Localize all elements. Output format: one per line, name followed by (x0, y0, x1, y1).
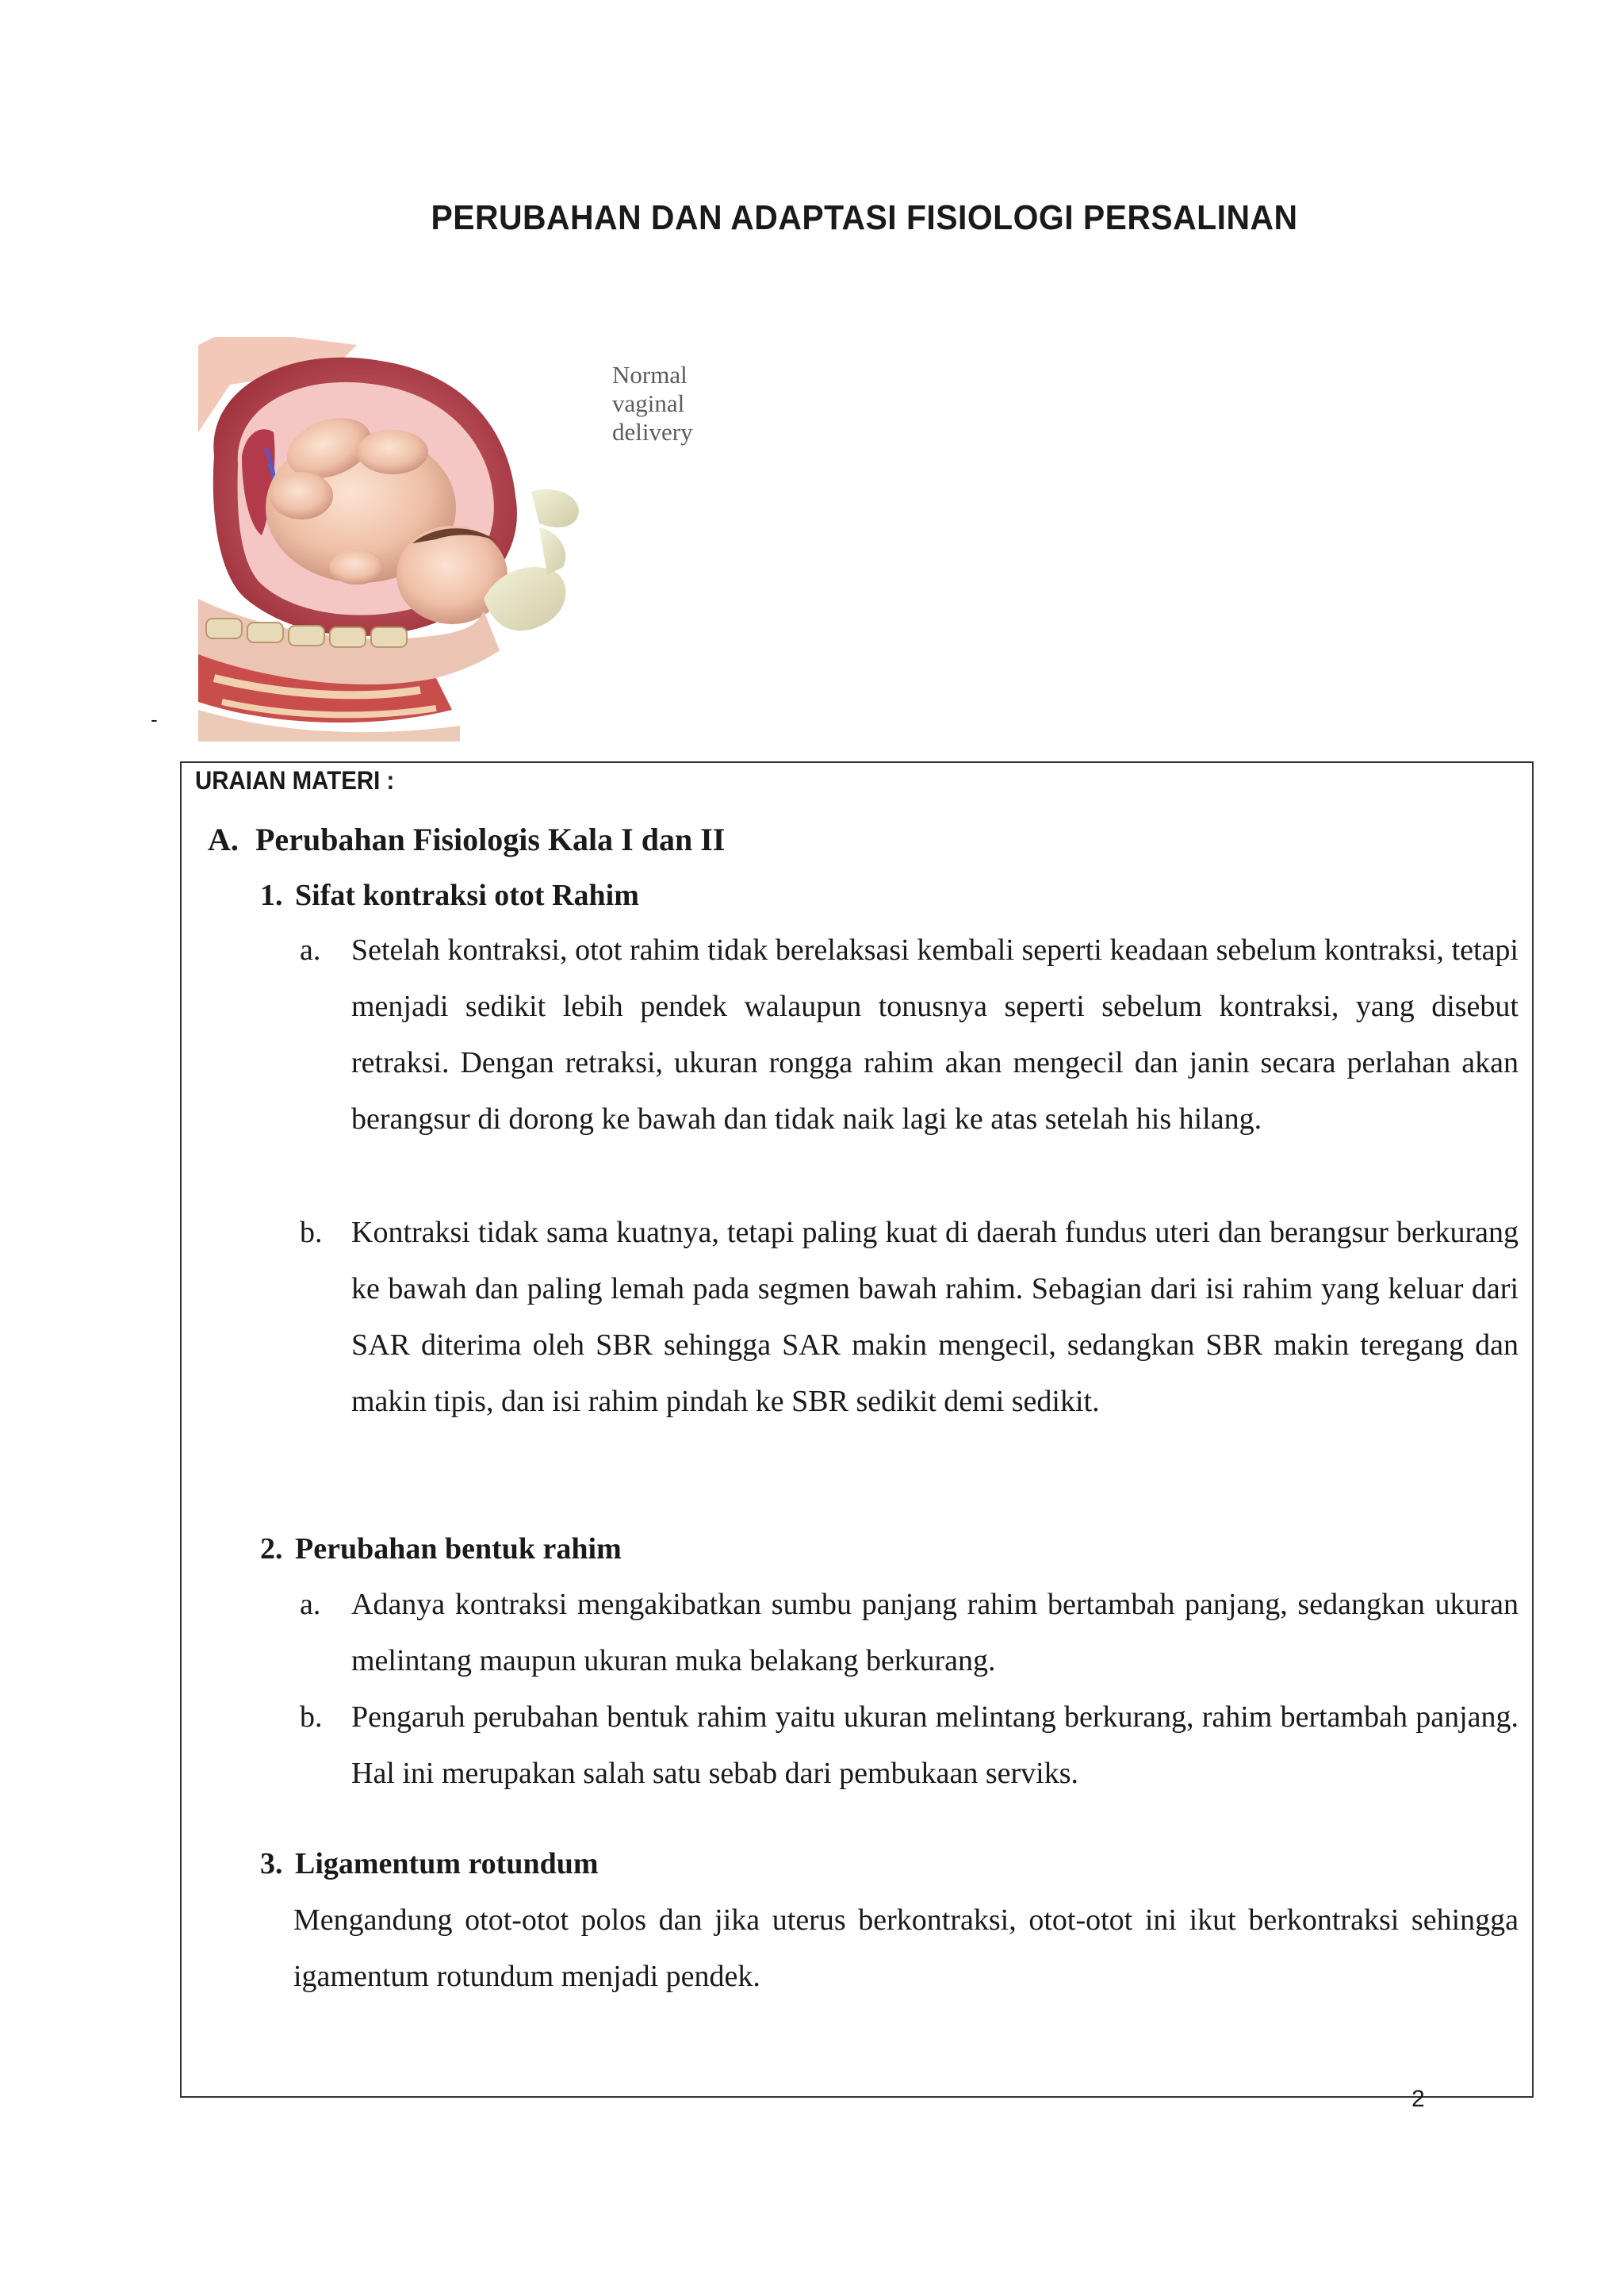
section-a-heading (208, 811, 725, 868)
page-title: PERUBAHAN DAN ADAPTASI FISIOLOGI PERSALINAN (431, 198, 1298, 237)
list-item-letter: a. (300, 933, 321, 967)
figure-caption: Normal vaginal delivery (612, 361, 693, 446)
list-item (300, 1689, 1519, 1802)
subsection-heading (260, 1521, 622, 1577)
section-marker: A. (208, 822, 239, 857)
list-item-text: Adanya kontraksi mengakibatkan sumbu panjang rahim bertambah panjang, sedangkan ukuran melintang maupun ukuran muka belakang berkurang. (351, 1588, 1519, 1677)
list-item (300, 1205, 1519, 1430)
list-item (300, 922, 1519, 1148)
list-item-letter: b. (300, 1216, 323, 1249)
subsection-heading (260, 1836, 599, 1892)
list-item-letter: a. (300, 1588, 321, 1621)
box-heading: URAIAN MATERI : (195, 766, 395, 795)
section-title: Perubahan Fisiologis Kala I dan II (255, 822, 726, 857)
subsection-number: 3. (260, 1847, 283, 1880)
list-item-letter: b. (300, 1700, 323, 1734)
subsection-title: Sifat kontraksi otot Rahim (295, 879, 639, 912)
list-item (300, 1577, 1519, 1689)
subsection-number: 2. (260, 1532, 283, 1566)
dash-mark: - (151, 707, 158, 731)
page-number: 2 (1411, 2086, 1425, 2112)
list-item-text: Pengaruh perubahan bentuk rahim yaitu ukuran melintang berkurang, rahim bertambah panjang. Hal ini merupakan salah satu sebab dari pembukaan serviks. (351, 1700, 1519, 1790)
list-item-text: Setelah kontraksi, otot rahim tidak berelaksasi kembali seperti keadaan sebelum kontraksi, tetapi menjadi sedikit lebih pendek walaupun tonusnya seperti sebelum kontraksi, yang disebut retraksi. Dengan retraksi, ukuran rongga rahim akan mengecil dan janin secara perlahan akan berangsur di dorong ke bawah dan tidak naik lagi ke atas setelah his hilang. (351, 933, 1519, 1136)
list-item-text: Kontraksi tidak sama kuatnya, tetapi paling kuat di daerah fundus uteri dan berangsur berkurang ke bawah dan paling lemah pada segmen bawah rahim. Sebagian dari isi rahim yang keluar dari SAR diterima oleh SBR sehingga SAR makin mengecil, sedangkan SBR makin teregang dan makin tipis, dan isi rahim pindah ke SBR sedikit demi sedikit. (351, 1216, 1519, 1418)
subsection-title: Ligamentum rotundum (295, 1847, 599, 1880)
delivery-illustration (198, 337, 753, 742)
subsection-number: 1. (260, 879, 283, 912)
subsection-heading (260, 868, 639, 924)
subsection-title: Perubahan bentuk rahim (295, 1532, 622, 1566)
subsection-paragraph: Mengandung otot-otot polos dan jika uterus berkontraksi, otot-otot ini ikut berkontraksi sehingga igamentum rotundum menjadi pendek. (293, 1903, 1519, 1993)
